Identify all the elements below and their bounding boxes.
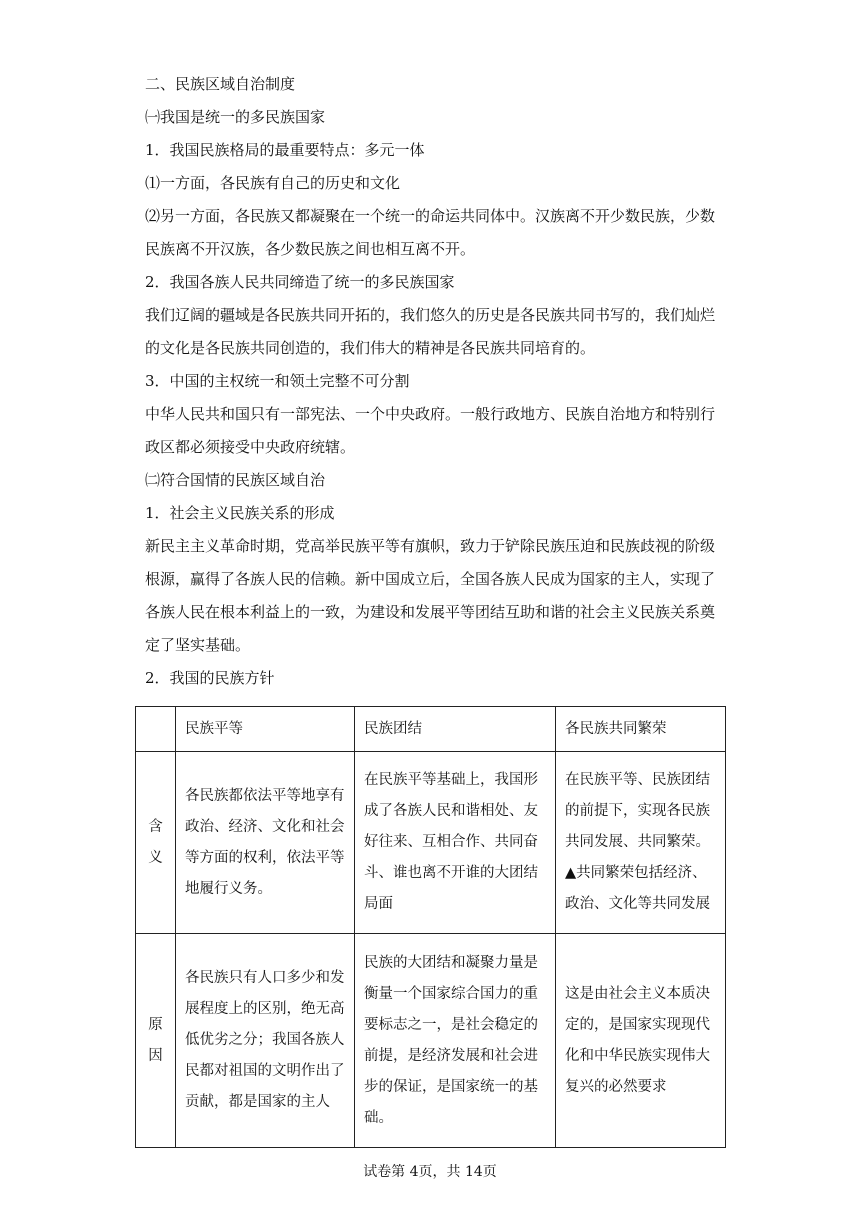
- point-item-paragraph: ⑵另一方面，各民族又都凝聚在一个统一的命运共同体中。汉族离不开少数民族，少数民族离不开汉族，各少数民族之间也相互离不开。: [145, 207, 716, 258]
- table-header-cell: 民族团结: [355, 707, 556, 752]
- point-heading: 1．我国民族格局的最重要特点：多元一体: [145, 141, 425, 159]
- table-row: [136, 752, 726, 934]
- section-heading: 二、民族区域自治制度: [145, 75, 296, 93]
- paragraph: 新民主主义革命时期，党高举民族平等有旗帜，致力于铲除民族压迫和民族歧视的阶级根源，赢得了各族人民的信赖。新中国成立后，全国各族人民成为国家的主人，实现了各族人民在根本利益上的一致，为建设和发展平等团结互助和谐的社会主义民族关系奠定了坚实基础。: [145, 537, 716, 654]
- row-label-reason: 原因: [136, 934, 176, 1148]
- table-header-cell: 各民族共同繁荣: [556, 707, 726, 752]
- table-row: [136, 934, 726, 1148]
- point-heading: 2．我国的民族方针: [145, 669, 275, 687]
- table-cell: 这是由社会主义本质决定的，是国家实现现代化和中华民族实现伟大复兴的必然要求: [556, 934, 726, 1148]
- ethnic-policy-table: [135, 706, 726, 1148]
- paragraph: 我们辽阔的疆域是各民族共同开拓的，我们悠久的历史是各民族共同书写的，我们灿烂的文化是各民族共同创造的，我们伟大的精神是各民族共同培育的。: [145, 306, 716, 357]
- page-footer: 试卷第 4页，共 14页: [363, 1164, 497, 1180]
- table-cell: 在民族平等基础上，我国形成了各族人民和谐相处、友好往来、互相合作、共同奋斗、谁也离不开谁的大团结局面: [355, 752, 556, 934]
- table-cell: 民族的大团结和凝聚力量是衡量一个国家综合国力的重要标志之一，是社会稳定的前提，是经济发展和社会进步的保证，是国家统一的基础。: [355, 934, 556, 1148]
- table-cell: 各民族只有人口多少和发展程度上的区别，绝无高低优劣之分；我国各族人民都对祖国的文明作出了贡献，都是国家的主人: [176, 934, 355, 1148]
- table-header-cell: 民族平等: [176, 707, 355, 752]
- point-item: ⑴一方面，各民族有自己的历史和文化: [145, 174, 401, 192]
- point-heading: 2．我国各族人民共同缔造了统一的多民族国家: [145, 273, 455, 291]
- table-header-cell: [136, 707, 176, 752]
- table-cell: [556, 752, 726, 934]
- point-heading: 3．中国的主权统一和领土完整不可分割: [145, 372, 410, 390]
- cell-text: 在民族平等、民族团结的前提下，实现各民族共同发展、共同繁荣。: [565, 772, 710, 850]
- point-heading: 1．社会主义民族关系的形成: [145, 504, 335, 522]
- table-header-row: [136, 707, 726, 752]
- subsection-heading: ㈠我国是统一的多民族国家: [145, 108, 326, 126]
- page-content: [145, 68, 725, 695]
- subsection-heading: ㈡符合国情的民族区域自治: [145, 471, 326, 489]
- cell-note: ▲共同繁荣包括经济、政治、文化等共同发展: [565, 865, 710, 912]
- paragraph: 中华人民共和国只有一部宪法、一个中央政府。一般行政地方、民族自治地方和特别行政区都必须接受中央政府统辖。: [145, 405, 716, 456]
- row-label-meaning: 含义: [136, 752, 176, 934]
- table-cell: 各民族都依法平等地享有政治、经济、文化和社会等方面的权利，依法平等地履行义务。: [176, 752, 355, 934]
